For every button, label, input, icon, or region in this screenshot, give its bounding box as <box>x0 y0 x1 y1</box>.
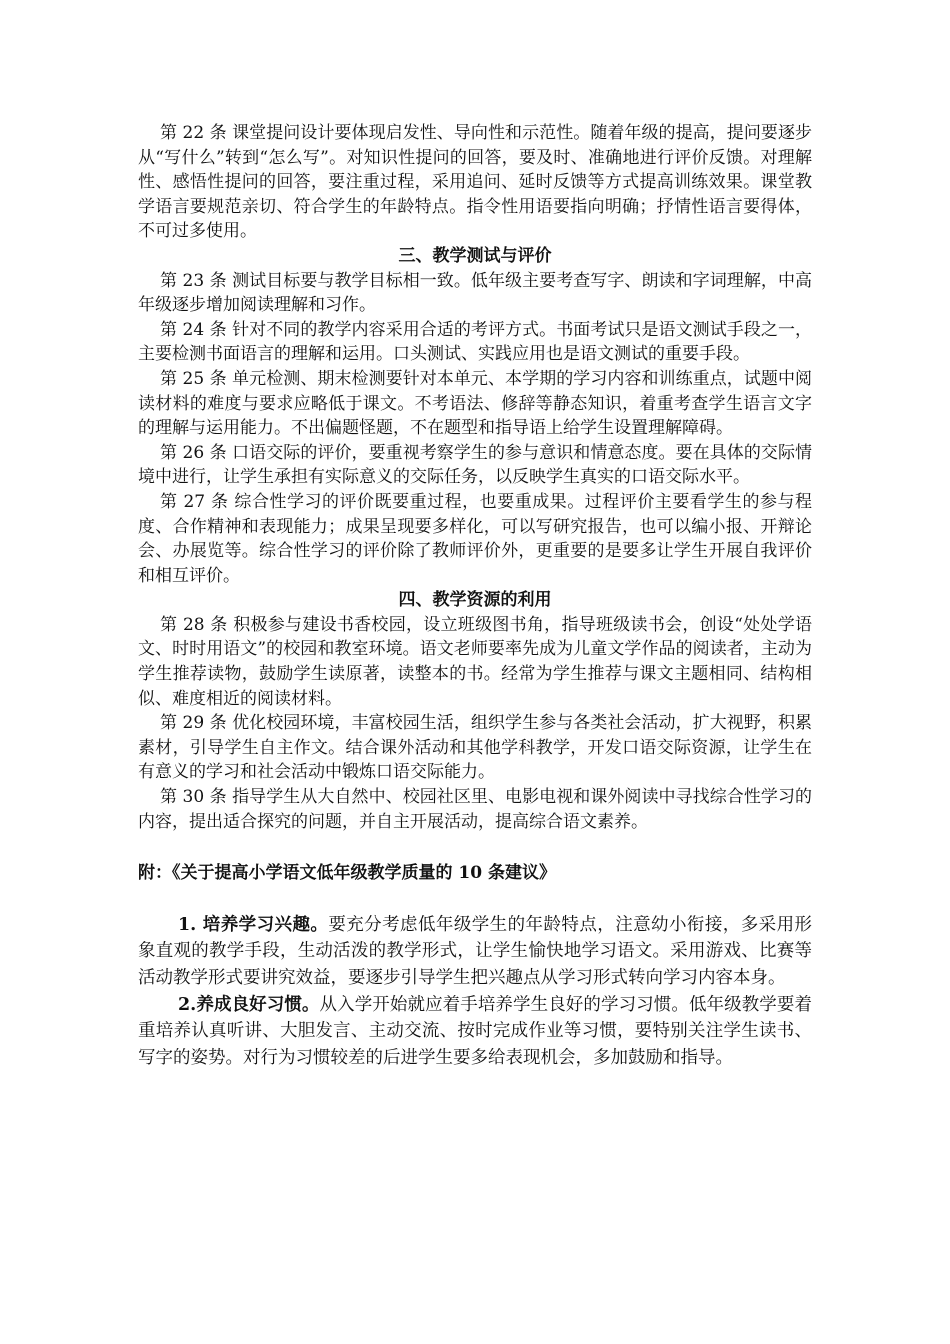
article-30: 第 30 条 指导学生从大自然中、校园社区里、电影电视和课外阅读中寻找综合性学习的内容，提出适合探究的问题，并自主开展活动，提高综合语文素养。 <box>138 787 812 832</box>
appendix-title: 附：《关于提高小学语文低年级教学质量的 10 条建议》 <box>138 863 556 884</box>
section-heading-resources: 四、教学资源的利用 <box>398 590 552 611</box>
suggestion-1 <box>138 912 812 992</box>
article-29: 第 29 条 优化校园环境，丰富校园生活，组织学生参与各类社会活动，扩大视野，积累素材，引导学生自主作文。结合课外活动和其他学科教学，开发口语交际资源，让学生在有意义的学习和社会活动中锻炼口语交际能力。 <box>138 713 812 783</box>
article-22: 第 22 条 课堂提问设计要体现启发性、导向性和示范性。随着年级的提高，提问要逐步从“写什么”转到“怎么写”。对知识性提问的回答，要及时、准确地进行评价反馈。对理解性、感悟性提问的回答，要注重过程，采用追问、延时反馈等方式提高训练效果。课堂教学语言要规范亲切、符合学生的年龄特点。指令性用语要指向明确；抒情性语言要得体，不可过多使用。 <box>138 123 812 242</box>
document-page <box>138 121 812 1071</box>
article-25: 第 25 条 单元检测、期末检测要针对本单元、本学期的学习内容和训练重点，试题中阅读材料的难度与要求应略低于课文。不考语法、修辞等静态知识，着重考查学生语言文字的理解与运用能力。不出偏题怪题，不在题型和指导语上给学生设置理解障碍。 <box>138 368 812 439</box>
article-24: 第 24 条 针对不同的教学内容采用合适的考评方式。书面考试只是语文测试手段之一，主要检测书面语言的理解和运用。口头测试、实践应用也是语文测试的重要手段。 <box>138 319 812 365</box>
article-28: 第 28 条 积极参与建设书香校园，设立班级图书角，指导班级读书会，创设“处处学语文、时时用语文”的校园和教室环境。语文老师要率先成为儿童文学作品的阅读者，主动为学生推荐读物，鼓励学生读原著，读整本的书。经常为学生推荐与课文主题相同、结构相似、难度相近的阅读材料。 <box>138 614 812 709</box>
suggestion-2-body: 从入学开始就应着手培养学生良好的学习习惯。低年级教学要着重培养认真听讲、大胆发言、主动交流、按时完成作业等习惯，要特别关注学生读书、写字的姿势。对行为习惯较差的后进学生要多给表现机会，多加鼓励和指导。 <box>138 994 812 1068</box>
suggestion-2-title: 2.养成良好习惯。 <box>178 994 320 1015</box>
suggestion-2 <box>138 992 812 1072</box>
article-26: 第 26 条 口语交际的评价，要重视考察学生的参与意识和情意态度。要在具体的交际情境中进行，让学生承担有实际意义的交际任务，以反映学生真实的口语交际水平。 <box>138 442 812 488</box>
suggestion-1-body: 要充分考虑低年级学生的年龄特点，注意幼小衔接，多采用形象直观的教学手段，生动活泼的教学形式，让学生愉快地学习语文。采用游戏、比赛等活动教学形式要讲究效益，要逐步引导学生把兴趣点从学习形式转向学习内容本身。 <box>138 914 812 988</box>
article-23: 第 23 条 测试目标要与教学目标相一致。低年级主要考查写字、朗读和字词理解，中高年级逐步增加阅读理解和习作。 <box>138 270 812 316</box>
section-heading-testing: 三、教学测试与评价 <box>398 245 552 266</box>
suggestion-1-title: 1. 培养学习兴趣。 <box>178 914 329 935</box>
article-27: 第 27 条 综合性学习的评价既要重过程，也要重成果。过程评价主要看学生的参与程度、合作精神和表现能力；成果呈现要多样化，可以写研究报告，也可以编小报、开辩论会、办展览等。综合性学习的评价除了教师评价外，更重要的是要多让学生开展自我评价和相互评价。 <box>138 491 812 586</box>
